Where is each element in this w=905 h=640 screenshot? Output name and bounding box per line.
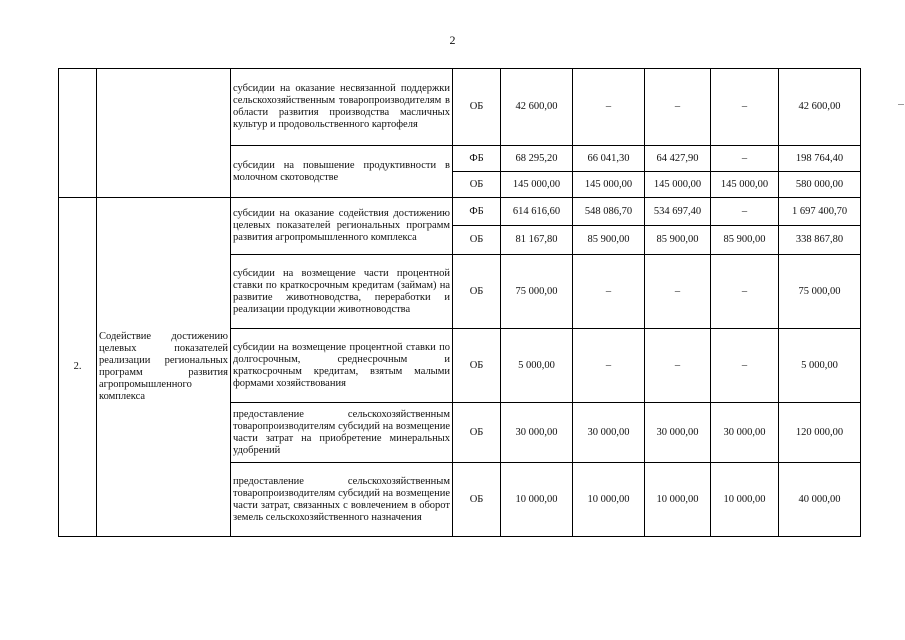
value-cell: 85 900,00 (573, 226, 645, 255)
total-cell: 40 000,00 (779, 463, 861, 537)
value-cell: – (645, 69, 711, 146)
value-cell: – (573, 69, 645, 146)
value-cell: 30 000,00 (501, 403, 573, 463)
group1-title-cell (97, 69, 231, 198)
value-cell: 145 000,00 (645, 172, 711, 198)
table-row (59, 198, 861, 226)
value-cell: 548 086,70 (573, 198, 645, 226)
value-cell: 10 000,00 (645, 463, 711, 537)
value-cell: – (711, 146, 779, 172)
value-cell: – (573, 255, 645, 329)
budget-source: ОБ (453, 69, 501, 146)
value-cell: 5 000,00 (501, 329, 573, 403)
value-cell: 30 000,00 (711, 403, 779, 463)
value-cell: 68 295,20 (501, 146, 573, 172)
value-cell: 66 041,30 (573, 146, 645, 172)
value-cell: – (711, 255, 779, 329)
value-cell: 42 600,00 (501, 69, 573, 146)
row-description: предоставление сельскохозяйственным товаропроизводителям субсидий на возмещение части затрат, связанных с вовлечением в оборот земель сельскохозяйственного назначения (231, 463, 453, 537)
value-cell: 534 697,40 (645, 198, 711, 226)
subsidy-table (58, 68, 861, 537)
total-cell: 42 600,00 (779, 69, 861, 146)
value-cell: 10 000,00 (573, 463, 645, 537)
row-description: субсидии на повышение продуктивности в молочном скотоводстве (231, 146, 453, 198)
value-cell: 10 000,00 (711, 463, 779, 537)
value-cell: – (711, 198, 779, 226)
value-cell: 145 000,00 (711, 172, 779, 198)
budget-source: ФБ (453, 146, 501, 172)
value-cell: – (711, 69, 779, 146)
value-cell: 85 900,00 (711, 226, 779, 255)
value-cell: 145 000,00 (573, 172, 645, 198)
value-cell: – (645, 329, 711, 403)
budget-source: ОБ (453, 329, 501, 403)
total-cell: 75 000,00 (779, 255, 861, 329)
budget-source: ОБ (453, 172, 501, 198)
value-cell: 81 167,80 (501, 226, 573, 255)
row-description: субсидии на возмещение процентной ставки по долгосрочным, среднесрочным и краткосрочным кредитам, взятым малыми формами хозяйствования (231, 329, 453, 403)
value-cell: 30 000,00 (573, 403, 645, 463)
page-number: 2 (449, 33, 456, 47)
budget-source: ОБ (453, 403, 501, 463)
value-cell: – (645, 255, 711, 329)
budget-source: ОБ (453, 226, 501, 255)
margin-mark (898, 104, 904, 105)
budget-source: ОБ (453, 463, 501, 537)
table-row (59, 69, 861, 146)
group2-number: 2. (59, 198, 97, 537)
value-cell: 614 616,60 (501, 198, 573, 226)
value-cell: 64 427,90 (645, 146, 711, 172)
row-description: субсидии на оказание содействия достижению целевых показателей региональных программ развития агропромышленного комплекса (231, 198, 453, 255)
budget-source: ФБ (453, 198, 501, 226)
total-cell: 580 000,00 (779, 172, 861, 198)
value-cell: 85 900,00 (645, 226, 711, 255)
group1-number-cell (59, 69, 97, 198)
value-cell: 10 000,00 (501, 463, 573, 537)
value-cell: – (573, 329, 645, 403)
row-description: субсидии на возмещение части процентной ставки по краткосрочным кредитам (займам) на развитие животноводства, переработки и реализации продукции животноводства (231, 255, 453, 329)
row-description: субсидии на оказание несвязанной поддержки сельскохозяйственным товаропроизводителям в области развития производства масличных культур и продовольственного картофеля (231, 69, 453, 146)
total-cell: 198 764,40 (779, 146, 861, 172)
value-cell: – (711, 329, 779, 403)
row-description: предоставление сельскохозяйственным товаропроизводителям субсидий на возмещение части затрат на приобретение минеральных удобрений (231, 403, 453, 463)
total-cell: 5 000,00 (779, 329, 861, 403)
total-cell: 120 000,00 (779, 403, 861, 463)
value-cell: 30 000,00 (645, 403, 711, 463)
group2-title: Содействие достижению целевых показателей реализации региональных программ развития агропромышленного комплекса (97, 198, 231, 537)
value-cell: 145 000,00 (501, 172, 573, 198)
value-cell: 75 000,00 (501, 255, 573, 329)
total-cell: 1 697 400,70 (779, 198, 861, 226)
budget-source: ОБ (453, 255, 501, 329)
total-cell: 338 867,80 (779, 226, 861, 255)
